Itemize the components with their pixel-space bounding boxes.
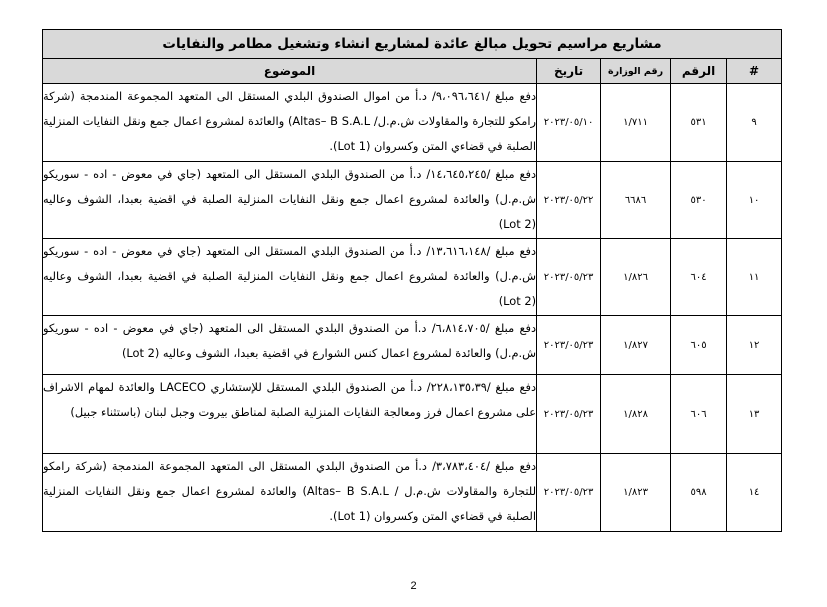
header-index: #: [727, 59, 782, 84]
row-index: ١٣: [727, 375, 782, 454]
row-ministry-number: ١/٨٢٨: [601, 375, 671, 454]
row-date: ٢٠٢٣/٠٥/٢٣: [537, 239, 601, 316]
header-subject: الموضوع: [43, 59, 537, 84]
header-ministry-number: رقم الوزارة: [601, 59, 671, 84]
row-ministry-number: ٦٦٨٦: [601, 162, 671, 239]
table-row: [43, 84, 782, 162]
row-date: ٢٠٢٣/٠٥/١٠: [537, 84, 601, 162]
row-date: ٢٠٢٣/٠٥/٢٢: [537, 162, 601, 239]
row-date: ٢٠٢٣/٠٥/٢٣: [537, 454, 601, 532]
table-row: [43, 316, 782, 375]
row-index: ٩: [727, 84, 782, 162]
row-subject: دفع مبلغ /٣،٧٨٣،٤٠٤/ د.أ من الصندوق البلدي المستقل الى المتعهد المجموعة المندمجة (شركة رامكو للتجارة والمقاولات ش.م.ل / Altas– B S.A.L) والعائدة لمشروع اعمال جمع ونقل النفايات المنزلية الصلبة في قضاءي المتن وكسروان (Lot 1).: [43, 454, 537, 532]
decrees-table: [42, 29, 782, 532]
row-ministry-number: ١/٨٢٦: [601, 239, 671, 316]
table-row: [43, 239, 782, 316]
table-row: [43, 375, 782, 454]
row-number: ٥٣٠: [671, 162, 727, 239]
row-subject: دفع مبلغ /١٤،٦٤٥،٢٤٥/ د.أ من الصندوق البلدي المستقل الى المتعهد (جاي في معوض - اده - سوريكو ش.م.ل) والعائدة لمشروع اعمال جمع ونقل النفايات المنزلية الصلبة في اقضية بعبدا، الشوف وعاليه (Lot 2): [43, 162, 537, 239]
row-index: ١٤: [727, 454, 782, 532]
row-date: ٢٠٢٣/٠٥/٢٣: [537, 375, 601, 454]
row-ministry-number: ١/٨٢٣: [601, 454, 671, 532]
row-number: ٦٠٥: [671, 316, 727, 375]
table-header-row: [43, 59, 782, 84]
row-subject: دفع مبلغ /١٣،٦١٦،١٤٨/ د.أ من الصندوق البلدي المستقل الى المتعهد (جاي في معوض - اده - سوريكو ش.م.ل) والعائدة لمشروع اعمال جمع ونقل النفايات المنزلية الصلبة في اقضية بعبدا، الشوف وعاليه (Lot 2): [43, 239, 537, 316]
row-number: ٥٣١: [671, 84, 727, 162]
row-subject: دفع مبلغ /٦،٨١٤،٧٠٥/ د.أ من الصندوق البلدي المستقل الى المتعهد (جاي في معوض - اده - سوريكو ش.م.ل) والعائدة لمشروع اعمال كنس الشوارع في اقضية بعبدا، الشوف وعاليه (Lot 2): [43, 316, 537, 375]
row-number: ٥٩٨: [671, 454, 727, 532]
row-date: ٢٠٢٣/٠٥/٢٣: [537, 316, 601, 375]
row-ministry-number: ١/٨٢٧: [601, 316, 671, 375]
header-number: الرقم: [671, 59, 727, 84]
row-index: ١٢: [727, 316, 782, 375]
row-index: ١١: [727, 239, 782, 316]
row-subject: دفع مبلغ /٢٢٨،١٣٥،٣٩/ د.أ من الصندوق البلدي المستقل للإستشاري LACECO والعائدة لمهام الاشراف على مشروع اعمال فرز ومعالجة النفايات المنزلية الصلبة لمناطق بيروت وجبل لبنان (باستثناء جبيل): [43, 375, 537, 454]
row-ministry-number: ١/٧١١: [601, 84, 671, 162]
row-number: ٦٠٦: [671, 375, 727, 454]
page-number: 2: [410, 580, 417, 592]
table-row: [43, 162, 782, 239]
row-index: ١٠: [727, 162, 782, 239]
row-number: ٦٠٤: [671, 239, 727, 316]
table-row: [43, 454, 782, 532]
table-title-row: [43, 30, 782, 59]
row-subject: دفع مبلغ /٩،٠٩٦،٦٤١/ د.أ من اموال الصندوق البلدي المستقل الى المتعهد المجموعة المندمجة (شركة رامكو للتجارة والمقاولات ش.م.ل/ Altas– B S.A.L) والعائدة لمشروع اعمال جمع ونقل النفايات المنزلية الصلبة في قضاءي المتن وكسروان (Lot 1).: [43, 84, 537, 162]
table-title: مشاريع مراسيم تحويل مبالغ عائدة لمشاريع انشاء وتشغيل مطامر والنفايات: [43, 30, 782, 59]
header-date: تاريخ: [537, 59, 601, 84]
